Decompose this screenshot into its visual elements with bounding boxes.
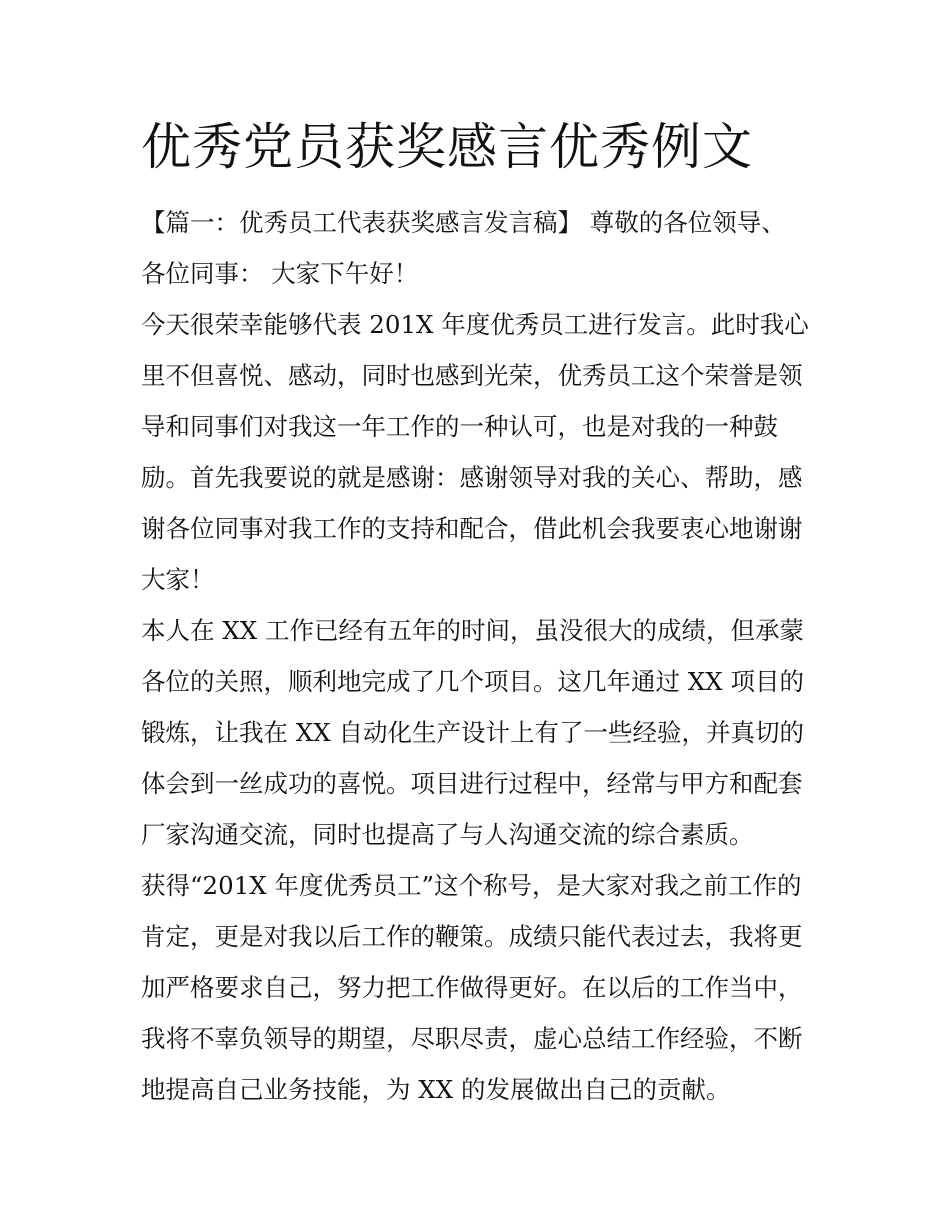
body-line: 厂家沟通交流，同时也提高了与人沟通交流的综合素质。 <box>141 820 754 849</box>
body-line: 大家！ <box>141 565 215 594</box>
body-line: 本人在 XX 工作已经有五年的时间，虽没很大的成绩，但承蒙 <box>141 616 804 645</box>
body-line: 励。首先我要说的就是感谢：感谢领导对我的关心、帮助，感 <box>141 463 803 492</box>
body-line: 获得“201X 年度优秀员工”这个称号，是大家对我之前工作的 <box>141 871 802 900</box>
body-line: 加严格要求自己，努力把工作做得更好。在以后的工作当中， <box>141 973 803 1002</box>
body-line: 各位的关照，顺利地完成了几个项目。这几年通过 XX 项目的 <box>141 667 804 696</box>
body-line: 各位同事： 大家下午好！ <box>141 259 419 288</box>
body-line: 肯定，更是对我以后工作的鞭策。成绩只能代表过去，我将更 <box>141 922 803 951</box>
body-line: 锻炼，让我在 XX 自动化生产设计上有了一些经验，并真切的 <box>141 718 804 747</box>
body-line: 地提高自己业务技能，为 XX 的发展做出自己的贡献。 <box>141 1075 731 1104</box>
body-line: 今天很荣幸能够代表 201X 年度优秀员工进行发言。此时我心 <box>141 310 809 339</box>
body-line: 里不但喜悦、感动，同时也感到光荣，优秀员工这个荣誉是领 <box>141 361 803 390</box>
body-line: 体会到一丝成功的喜悦。项目进行过程中，经常与甲方和配套 <box>141 769 803 798</box>
body-line: 导和同事们对我这一年工作的一种认可，也是对我的一种鼓 <box>141 412 778 441</box>
document-title: 优秀党员获奖感言优秀例文 <box>141 118 753 176</box>
document-body <box>141 197 821 1115</box>
body-line: 我将不辜负领导的期望，尽职尽责，虚心总结工作经验，不断 <box>141 1024 803 1053</box>
body-line: 谢各位同事对我工作的支持和配合，借此机会我要衷心地谢谢 <box>141 514 803 543</box>
body-line: 【篇一：优秀员工代表获奖感言发言稿】 尊敬的各位领导、 <box>141 208 786 237</box>
